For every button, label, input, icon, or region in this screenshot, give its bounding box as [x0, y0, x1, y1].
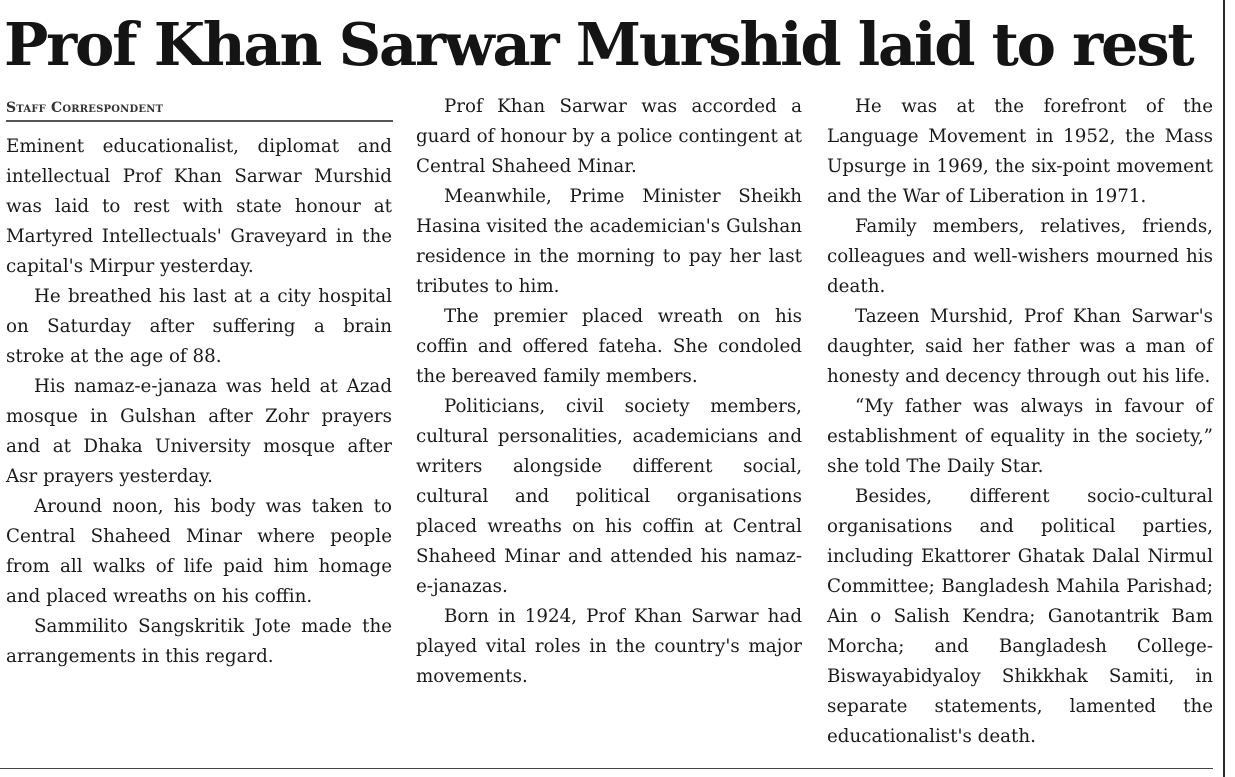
paragraph: Around noon, his body was taken to Central Shaheed Minar where people from all walks of life paid him homage and placed wreaths on his coffin. — [6, 496, 392, 607]
article-column-2 — [416, 92, 802, 692]
paragraph: Family members, relatives, friends, colleagues and well-wishers mourned his death. — [827, 216, 1213, 297]
headline: Prof Khan Sarwar Murshid laid to rest — [4, 10, 1193, 79]
paragraph: Sammilito Sangskritik Jote made the arrangements in this regard. — [6, 616, 392, 667]
paragraph: His namaz-e-janaza was held at Azad mosque in Gulshan after Zohr prayers and at Dhaka University mosque after Asr prayers yesterday. — [6, 376, 392, 487]
paragraph: He was at the forefront of the Language Movement in 1952, the Mass Upsurge in 1969, the six-point movement and the War of Liberation in 1971. — [827, 96, 1213, 207]
paragraph: Eminent educationalist, diplomat and intellectual Prof Khan Sarwar Murshid was laid to rest with state honour at Martyred Intellectuals' Graveyard in the capital's Mirpur yesterday. — [6, 136, 392, 277]
article-column-1 — [6, 92, 392, 672]
byline: Staff Correspondent — [6, 92, 393, 122]
paragraph: Meanwhile, Prime Minister Sheikh Hasina visited the academician's Gulshan residence in the morning to pay her last tributes to him. — [416, 186, 802, 297]
column-body-3 — [827, 92, 1213, 752]
column-rule-right — [1223, 0, 1225, 777]
bottom-rule — [0, 768, 1213, 769]
paragraph: “My father was always in favour of establishment of equality in the society,” she told The Daily Star. — [827, 396, 1213, 477]
paragraph: Politicians, civil society members, cultural personalities, academicians and writers alongside different social, cultural and political organisations placed wreaths on his coffin at Central Shaheed Minar and attended his namaz-e-janazas. — [416, 396, 802, 597]
column-body-2 — [416, 92, 802, 692]
paragraph: He breathed his last at a city hospital on Saturday after suffering a brain stroke at the age of 88. — [6, 286, 392, 367]
paragraph: Besides, different socio-cultural organisations and political parties, including Ekattorer Ghatak Dalal Nirmul Committee; Bangladesh Mahila Parishad; Ain o Salish Kendra; Ganotantrik Bam Morcha; and Bangladesh College-Biswayabidyaloy Shikkhak Samiti, in separate statements, lamented the educationalist's death. — [827, 486, 1213, 747]
paragraph: Born in 1924, Prof Khan Sarwar had played vital roles in the country's major movements. — [416, 606, 802, 687]
article-column-3 — [827, 92, 1213, 752]
column-body-1 — [6, 132, 392, 672]
paragraph: The premier placed wreath on his coffin and offered fateha. She condoled the bereaved family members. — [416, 306, 802, 387]
paragraph: Prof Khan Sarwar was accorded a guard of honour by a police contingent at Central Shaheed Minar. — [416, 96, 802, 177]
paragraph: Tazeen Murshid, Prof Khan Sarwar's daughter, said her father was a man of honesty and decency through out his life. — [827, 306, 1213, 387]
